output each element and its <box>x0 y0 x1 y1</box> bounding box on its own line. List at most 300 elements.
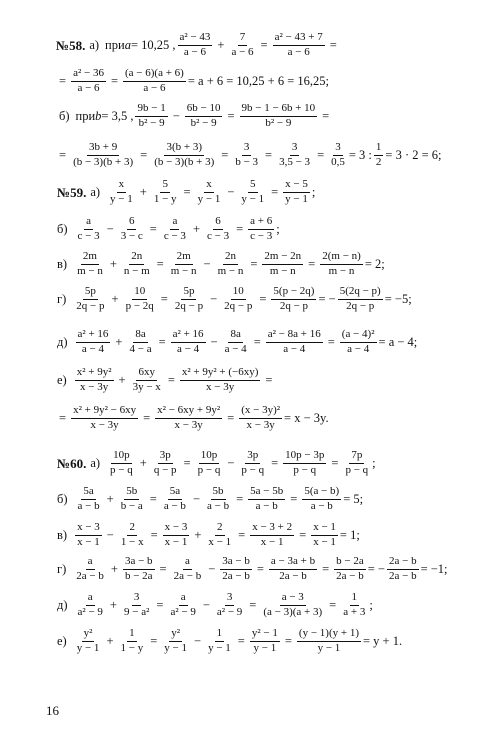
operator: = <box>322 561 330 576</box>
operator: + <box>139 455 147 470</box>
denominator: a − 4 <box>347 342 370 355</box>
denominator: (b − 3)(b + 3) <box>154 155 215 168</box>
math-text: a <box>124 37 131 52</box>
numerator: 2m − 2n <box>262 251 303 265</box>
numerator: (a − 6)(a + 6) <box>123 68 186 82</box>
fraction <box>71 68 106 94</box>
denominator: a − 6 <box>287 45 310 58</box>
denominator: 2q − p <box>174 299 204 312</box>
fraction <box>75 522 102 548</box>
fraction <box>71 405 138 431</box>
fraction <box>152 179 179 205</box>
denominator: a − 4 <box>224 342 247 355</box>
solution-line <box>56 142 499 168</box>
denominator: a − 4 <box>81 342 105 355</box>
numerator: (x − 3y)² <box>239 405 282 419</box>
operator: = <box>299 527 307 542</box>
denominator: 2a − b <box>222 569 250 582</box>
operator: = <box>271 455 279 470</box>
numerator: 10p <box>199 450 220 464</box>
fraction <box>169 251 199 277</box>
fraction <box>297 628 361 654</box>
numerator: 2(m − n) <box>320 251 363 265</box>
denominator: 9 − a² <box>123 605 150 618</box>
math-text: = y + 1. <box>362 633 403 648</box>
fraction <box>162 216 188 242</box>
denominator: a + 3 <box>343 605 366 618</box>
fraction <box>261 592 324 618</box>
fraction <box>277 142 312 168</box>
solution-line <box>57 450 499 476</box>
fraction <box>108 450 135 476</box>
denominator: a − b <box>163 499 186 512</box>
fraction <box>340 329 377 355</box>
math-text: ; <box>372 455 376 470</box>
fraction <box>215 592 244 618</box>
operator: + <box>139 184 147 199</box>
operator: = <box>149 221 157 236</box>
fraction <box>239 450 266 476</box>
fraction <box>341 592 367 618</box>
fraction <box>248 216 274 242</box>
fraction <box>173 286 205 312</box>
denominator: 3y − x <box>132 380 161 393</box>
denominator: b − 2a <box>124 569 153 582</box>
numerator: a <box>183 556 192 570</box>
denominator: q − p <box>153 463 177 476</box>
denominator: 1 − x <box>120 535 144 548</box>
denominator: x − 3y <box>80 380 109 393</box>
fraction <box>74 286 106 312</box>
fraction <box>152 450 179 476</box>
fraction <box>127 329 153 355</box>
fraction <box>119 628 146 654</box>
solution-line <box>57 179 499 205</box>
denominator: y − 1 <box>208 641 231 654</box>
operator: − <box>227 455 235 470</box>
solution-line <box>59 103 499 129</box>
fraction <box>338 286 383 312</box>
numerator: x² + 9y² − 6xy <box>71 405 138 419</box>
operator: − <box>106 221 114 236</box>
fraction <box>343 450 370 476</box>
operator: = <box>140 147 148 162</box>
numerator: 9b − 1 <box>135 103 167 117</box>
solution-line <box>57 486 499 512</box>
math-text: = − <box>367 561 385 576</box>
operator: − <box>210 334 218 349</box>
operator: − <box>106 527 114 542</box>
operator: + <box>109 597 117 612</box>
fraction <box>185 103 223 129</box>
math-text: = 3 : <box>348 147 372 162</box>
operator: − <box>203 256 211 271</box>
denominator: p − q <box>345 463 369 476</box>
fraction <box>76 216 102 242</box>
denominator: 2a − b <box>336 569 364 582</box>
page-number: 16 <box>46 703 59 718</box>
fraction <box>223 329 249 355</box>
denominator: 3 − c <box>120 229 143 242</box>
numerator: 10p − 3p <box>283 450 326 464</box>
denominator: 2a − b <box>76 569 104 582</box>
operator: = <box>156 597 164 612</box>
denominator: m − n <box>170 264 197 277</box>
math-text: = 10,25 , <box>130 37 176 52</box>
fraction <box>119 522 146 548</box>
fraction <box>119 216 145 242</box>
numerator: 3a − b <box>220 556 252 570</box>
denominator: c − 3 <box>77 229 100 242</box>
numerator: x − 3 + 2 <box>250 522 294 536</box>
denominator: p − 2q <box>125 299 154 312</box>
fraction <box>302 486 341 512</box>
numerator: y² − 1 <box>250 628 280 642</box>
operator: − <box>192 491 200 506</box>
item-label: д) <box>57 334 68 349</box>
numerator: 8a <box>133 329 147 343</box>
operator: − <box>227 184 235 199</box>
fraction <box>76 329 111 355</box>
operator: = <box>160 291 168 306</box>
fraction <box>196 179 223 205</box>
solution-line <box>56 68 499 94</box>
fraction <box>75 628 102 654</box>
operator: = <box>150 527 158 542</box>
numerator: 3 <box>333 142 343 156</box>
numerator: a <box>84 216 93 230</box>
numerator: 6 <box>213 216 223 230</box>
numerator: a − 3a + b <box>269 556 317 570</box>
fraction <box>216 251 246 277</box>
denominator: y − 1 <box>110 192 133 205</box>
operator: = <box>227 108 235 123</box>
numerator: 5p <box>83 286 98 300</box>
operator: + <box>106 491 114 506</box>
operator: = <box>271 184 279 199</box>
numerator: 5a <box>168 486 182 500</box>
operator: + <box>115 334 123 349</box>
numerator: 2m <box>81 251 99 265</box>
fraction <box>266 329 323 355</box>
numerator: 2a − b <box>387 556 419 570</box>
fraction <box>172 556 204 582</box>
operator: + <box>192 221 200 236</box>
numerator: 10 <box>132 286 147 300</box>
operator: = <box>59 147 67 162</box>
denominator: x − 1 <box>77 535 100 548</box>
fraction <box>152 142 216 168</box>
math-text: при <box>105 37 125 52</box>
denominator: 2 <box>375 155 382 168</box>
fraction <box>131 367 163 393</box>
fraction <box>205 486 231 512</box>
solution-line <box>56 32 499 58</box>
numerator: 7p <box>349 450 364 464</box>
fraction <box>283 450 326 476</box>
denominator: n − m <box>123 264 150 277</box>
denominator: y − 1 <box>285 192 308 205</box>
denominator: a² − 9 <box>77 605 103 618</box>
denominator: a − 6 <box>77 81 100 94</box>
math-text: = 3,5 , <box>101 108 134 123</box>
operator: + <box>111 291 119 306</box>
operator: = <box>156 256 164 271</box>
fraction <box>206 522 233 548</box>
denominator: a − 4 <box>177 342 200 355</box>
numerator: 1 <box>374 142 384 156</box>
numerator: 3 <box>132 592 142 606</box>
fraction <box>329 142 347 168</box>
fraction <box>178 32 213 58</box>
operator: = <box>143 410 151 425</box>
operator: − <box>202 597 210 612</box>
solution-line <box>57 522 499 548</box>
operator: = <box>59 73 67 88</box>
numerator: 5a − 5b <box>248 486 285 500</box>
operator: = <box>331 455 339 470</box>
fraction <box>283 179 310 205</box>
solution-line <box>57 286 499 312</box>
numerator: x − 5 <box>283 179 310 193</box>
item-label: в) <box>57 527 68 542</box>
numerator: x − 3 <box>163 522 190 536</box>
fraction <box>239 179 266 205</box>
fraction <box>233 142 260 168</box>
numerator: 1 <box>215 628 225 642</box>
denominator: 2q − p <box>76 299 105 312</box>
item-label: д) <box>57 597 68 612</box>
numerator: 3 <box>242 142 252 156</box>
denominator: b² − 9 <box>138 116 165 129</box>
numerator: a <box>86 556 95 570</box>
numerator: 3 <box>290 142 300 156</box>
numerator: x² + 9y² <box>75 367 114 381</box>
numerator: 6 <box>127 216 137 230</box>
operator: = <box>259 291 267 306</box>
denominator: a² − 9 <box>216 605 243 618</box>
fraction <box>248 486 285 512</box>
math-text: ; <box>276 221 280 236</box>
item-label: г) <box>57 291 67 306</box>
math-text: = a + 6 = 10,25 + 6 = 16,25; <box>187 73 329 88</box>
denominator: b − 3 <box>235 155 259 168</box>
denominator: b² − 9 <box>190 116 217 129</box>
math-text: при <box>75 108 96 123</box>
math-text: = 5; <box>343 491 364 506</box>
denominator: m − n <box>77 264 103 277</box>
solution-line <box>57 216 499 242</box>
numerator: x − 3 <box>75 522 102 536</box>
numerator: 2m <box>175 251 193 265</box>
fraction <box>135 103 167 129</box>
numerator: a + 6 <box>248 216 274 230</box>
numerator: (y − 1)(y + 1) <box>297 628 361 642</box>
numerator: a − 3 <box>280 592 306 606</box>
operator: = <box>253 334 261 349</box>
operator: = <box>227 410 235 425</box>
item-label: г) <box>57 561 67 576</box>
denominator: (a − 3)(a + 3) <box>263 605 323 618</box>
solution-line <box>57 367 499 393</box>
numerator: x − 1 <box>311 522 338 536</box>
operator: = <box>260 37 268 52</box>
numerator: 1 <box>127 628 137 642</box>
operator: = <box>158 334 166 349</box>
numerator: a² + 16 <box>76 329 111 343</box>
fraction <box>108 179 135 205</box>
denominator: a − b <box>255 499 278 512</box>
denominator: y − 1 <box>164 641 187 654</box>
numerator: 10 <box>231 286 246 300</box>
operator: = <box>110 73 119 88</box>
denominator: y − 1 <box>317 641 341 654</box>
denominator: a − b <box>77 499 100 512</box>
operator: = <box>317 147 325 162</box>
numerator: y² <box>82 628 95 642</box>
operator: = <box>327 334 335 349</box>
numerator: 7 <box>238 32 248 46</box>
operator: + <box>194 527 202 542</box>
fraction <box>250 628 280 654</box>
numerator: a² − 43 + 7 <box>273 32 325 46</box>
fraction <box>171 329 206 355</box>
numerator: 3a − b <box>123 556 155 570</box>
numerator: (a − 4)² <box>340 329 377 343</box>
numerator: 5p <box>181 286 196 300</box>
fraction <box>269 556 317 582</box>
fraction <box>205 216 231 242</box>
numerator: 3 <box>225 592 235 606</box>
fraction <box>123 556 155 582</box>
fraction <box>180 367 261 393</box>
operator: = <box>183 455 191 470</box>
fraction <box>239 405 282 431</box>
denominator: b² − 9 <box>265 116 292 129</box>
operator: − <box>210 291 218 306</box>
operator: = <box>308 256 316 271</box>
operator: = <box>249 597 257 612</box>
denominator: x − 1 <box>260 535 284 548</box>
denominator: a − 6 <box>231 45 254 58</box>
denominator: y − 1 <box>241 192 265 205</box>
numerator: 5(a − b) <box>302 486 341 500</box>
operator: + <box>109 256 117 271</box>
fraction <box>229 32 255 58</box>
numerator: 3p <box>158 450 173 464</box>
numerator: 9b − 1 − 6b + 10 <box>240 103 318 117</box>
numerator: 5 <box>160 179 170 193</box>
numerator: x² + 9y² + (−6xy) <box>180 367 261 381</box>
operator: = <box>256 561 264 576</box>
solution-line <box>57 329 499 355</box>
denominator: c − 3 <box>207 229 230 242</box>
fraction <box>206 628 233 654</box>
fraction <box>75 251 105 277</box>
numerator: a <box>170 216 179 230</box>
denominator: x − 3y <box>90 418 119 431</box>
math-text: ; <box>369 597 373 612</box>
fraction <box>311 522 338 548</box>
denominator: a − 6 <box>143 81 166 94</box>
fraction <box>271 286 316 312</box>
operator: − <box>172 108 180 123</box>
denominator: 4 − a <box>129 342 152 355</box>
denominator: p − q <box>293 463 317 476</box>
fraction <box>387 556 419 582</box>
denominator: 1 − y <box>153 192 177 205</box>
operator: = <box>183 184 191 199</box>
numerator: 2n <box>223 251 238 265</box>
denominator: y − 1 <box>253 641 277 654</box>
numerator: 2 <box>215 522 225 536</box>
operator: = <box>237 633 245 648</box>
fraction <box>273 32 325 58</box>
numerator: 6xy <box>136 367 157 381</box>
denominator: a² − 9 <box>170 605 196 618</box>
fraction <box>122 592 151 618</box>
fraction <box>240 103 318 129</box>
operator: + <box>217 37 225 52</box>
operator: = <box>284 633 292 648</box>
denominator: y − 1 <box>197 192 221 205</box>
fraction <box>123 68 186 94</box>
exercise-number: №60. <box>57 455 87 471</box>
fraction <box>76 486 102 512</box>
math-text: = x − 3y. <box>284 410 329 425</box>
denominator: y − 1 <box>76 641 100 654</box>
fraction <box>163 522 190 548</box>
solution-line <box>57 556 499 582</box>
numerator: x² − 6xy + 9y² <box>155 405 222 419</box>
fraction <box>75 367 114 393</box>
numerator: 3(b + 3) <box>164 142 204 156</box>
denominator: b − a <box>120 499 143 512</box>
denominator: 2a − b <box>388 569 417 582</box>
operator: = <box>159 561 167 576</box>
numerator: 5 <box>248 179 258 193</box>
denominator: a − 6 <box>183 45 206 58</box>
denominator: x − 3y <box>246 418 275 431</box>
operator: = <box>329 597 337 612</box>
math-text: = a − 4; <box>378 334 418 349</box>
numerator: 5(2q − p) <box>338 286 383 300</box>
fraction <box>122 251 152 277</box>
operator: = <box>322 108 330 123</box>
item-label: б) <box>57 221 68 236</box>
denominator: a − b <box>310 499 333 512</box>
denominator: m − n <box>269 264 296 277</box>
numerator: 5a <box>81 486 95 500</box>
operator: + <box>118 372 126 387</box>
denominator: x − 1 <box>164 535 188 548</box>
denominator: c − 3 <box>250 229 273 242</box>
numerator: 3b + 9 <box>87 142 119 156</box>
denominator: m − n <box>328 264 355 277</box>
denominator: c − 3 <box>163 229 186 242</box>
item-label: е) <box>57 372 67 387</box>
numerator: x <box>204 179 214 193</box>
math-text: b <box>95 108 102 123</box>
operator: − <box>208 561 216 576</box>
denominator: (b − 3)(b + 3) <box>73 155 134 168</box>
numerator: 2 <box>127 522 137 536</box>
operator: = <box>329 37 337 52</box>
fraction <box>162 628 189 654</box>
exercise-number: №58. <box>56 37 86 53</box>
operator: = <box>236 221 244 236</box>
fraction <box>222 286 254 312</box>
